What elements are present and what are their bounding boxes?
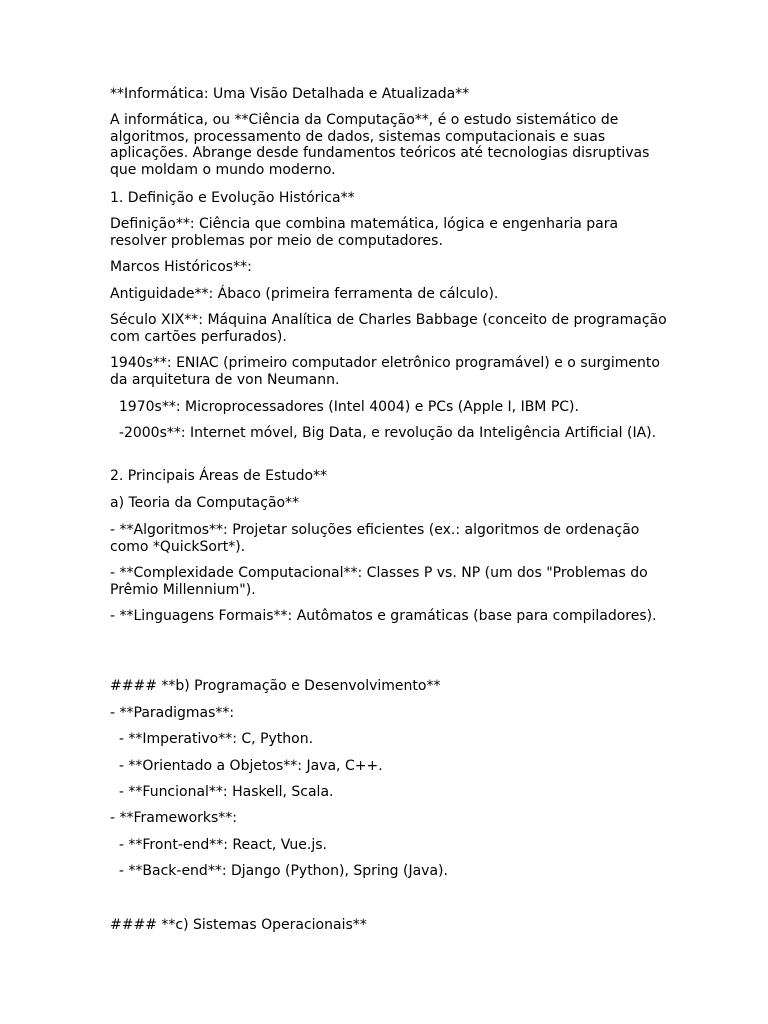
section-2-heading: 2. Principais Áreas de Estudo** — [110, 468, 328, 484]
subsection-c-heading: #### **c) Sistemas Operacionais** — [110, 917, 367, 933]
milestone-2000s: -2000s**: Internet móvel, Big Data, e revolução da Inteligência Artificial (IA). — [110, 425, 657, 441]
list-item-frameworks: - **Frameworks**: — [110, 810, 238, 826]
milestone-antiquity: Antiguidade**: Ábaco (primeira ferramenta de cálculo). — [110, 286, 499, 302]
milestones-heading: Marcos Históricos**: — [110, 259, 252, 275]
list-item-back-end: - **Back-end**: Django (Python), Spring (Java). — [110, 863, 448, 879]
list-item-formal-languages: - **Linguagens Formais**: Autômatos e gramáticas (base para compiladores). — [110, 608, 657, 624]
list-item-imperative: - **Imperativo**: C, Python. — [110, 731, 314, 747]
section-1-heading: 1. Definição e Evolução Histórica** — [110, 190, 355, 206]
list-item-front-end: - **Front-end**: React, Vue.js. — [110, 837, 327, 853]
intro-paragraph: A informática, ou **Ciência da Computação**, é o estudo sistemático de algoritmos, processamento de dados, sistemas computacionais e suas aplicações. Abrange desde fundamentos teóricos até tecnologias disruptivas que moldam o mundo moderno. — [110, 112, 654, 178]
list-item-object-oriented: - **Orientado a Objetos**: Java, C++. — [110, 758, 383, 774]
list-item-algorithms: - **Algoritmos**: Projetar soluções eficientes (ex.: algoritmos de ordenação como *QuickSort*). — [110, 522, 644, 555]
definition-paragraph: Definição**: Ciência que combina matemática, lógica e engenharia para resolver problemas por meio de computadores. — [110, 216, 623, 249]
list-item-functional: - **Funcional**: Haskell, Scala. — [110, 784, 334, 800]
milestone-1940s: 1940s**: ENIAC (primeiro computador eletrônico programável) e o surgimento da arquitetura de von Neumann. — [110, 355, 665, 388]
list-item-complexity: - **Complexidade Computacional**: Classes P vs. NP (um dos "Problemas do Prêmio Millennium"). — [110, 565, 653, 598]
list-item-paradigms: - **Paradigmas**: — [110, 705, 235, 721]
subsection-b-heading: #### **b) Programação e Desenvolvimento** — [110, 678, 441, 694]
document-title: **Informática: Uma Visão Detalhada e Atualizada** — [110, 86, 470, 102]
milestone-1970s: 1970s**: Microprocessadores (Intel 4004) e PCs (Apple I, IBM PC). — [110, 399, 579, 415]
milestone-19th-century: Século XIX**: Máquina Analítica de Charles Babbage (conceito de programação com cartões perfurados). — [110, 312, 672, 345]
subsection-a-heading: a) Teoria da Computação** — [110, 495, 300, 511]
